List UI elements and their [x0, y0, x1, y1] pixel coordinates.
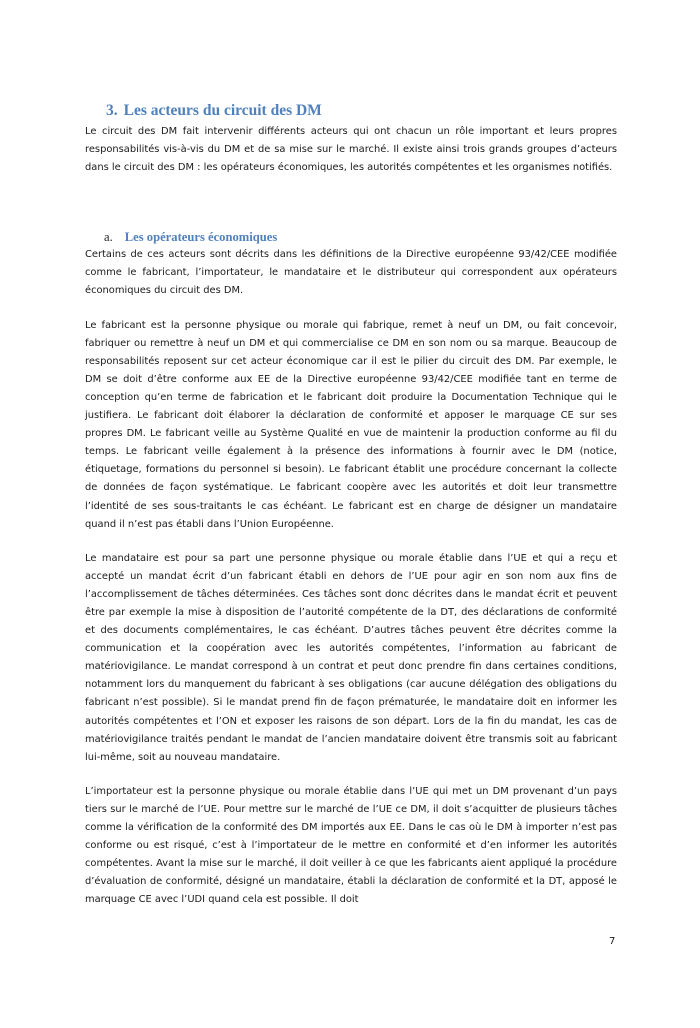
paragraph-fabricant: Le fabricant est la personne physique ou morale qui fabrique, remet à neuf un DM, ou fait concevoir, fabriquer ou remettre à neuf un DM et qui commercialise ce DM en son nom ou sa marque. Beaucoup de responsabilités reposent sur cet acteur économique car il est le pilier du circuit des DM. Par exemple, le DM se doit d’être conforme aux EE de la Directive européenne 93/42/CEE modifiée tant en terme de conception qu’en terme de fabrication et le fabricant doit produire la Documentation Technique qui le justifiera. Le fabricant doit élaborer la déclaration de conformité et apposer le marquage CE sur ses propres DM. Le fabricant veille au Système Qualité en vue de maintenir la production conforme au fil du temps. Le fabricant veille également à la présence des informations à fournir avec le DM (notice, étiquetage, formations du personnel si besoin). Le fabricant établit une procédure concernant la collecte de données de façon systématique. Le fabricant coopère avec les autorités et doit leur transmettre l’identité de ses sous-traitants le cas échéant. Le fabricant est en charge de désigner un mandataire quand il n’est pas établi dans l’Union Européenne. — [85, 319, 617, 530]
section-title: Les acteurs du circuit des DM — [123, 102, 322, 119]
paragraph-mandataire: Le mandataire est pour sa part une personne physique ou morale établie dans l’UE et qui a reçu et accepté un mandat écrit d’un fabricant établi en dehors de l’UE pour agir en son nom aux fins de l’accomplissement de tâches déterminées. Ces tâches sont donc décrites dans le mandat écrit et peuvent être par exemple la mise à disposition de l’autorité compétente de la DT, des déclarations de conformité et des documents complémentaires, le cas échéant. D’autres tâches peuvent être décrites comme la communication et la coopération avec les autorités compétentes, l’information au fabricant de matériovigilance. Le mandat correspond à un contrat et peut donc prendre fin dans certaines conditions, notamment lors du manquement du fabricant à ses obligations (car aucune délégation des obligations du fabricant n’est possible). Si le mandat prend fin de façon prématurée, le mandataire doit en informer les autorités compétentes et l’ON et exposer les raisons de son départ. Lors de la fin du mandat, les cas de matériovigilance traités pendant le mandat de l’ancien mandataire doivent être transmis soit au fabricant lui-même, soit au nouveau mandataire. — [85, 552, 617, 763]
subsection-title: Les opérateurs économiques — [124, 230, 278, 245]
subsection-number: a. — [104, 230, 113, 245]
paragraph-importateur: L’importateur est la personne physique ou morale établie dans l’UE qui met un DM provenant d’un pays tiers sur le marché de l’UE. Pour mettre sur le marché de l’UE ce DM, il doit s’acquitter de plusieurs tâches comme la vérification de la conformité des DM importés aux EE. Dans le cas où le DM à importer n’est pas conforme ou est risqué, c’est à l’importateur de le mettre en conformité et d’en informer les autorités compétentes. Avant la mise sur le marché, il doit veiller à ce que les fabricants aient appliqué la procédure d’évaluation de conformité, désigné un mandataire, établi la déclaration de conformité et la DT, apposé le marquage CE avec l’UDI quand cela est possible. Il doit — [85, 785, 617, 906]
paragraph-operateurs: Certains de ces acteurs sont décrits dans les définitions de la Directive européenne 93/42/CEE modifiée comme le fabricant, l’importateur, le mandataire et le distributeur qui correspondent aux opérateurs économiques du circuit des DM. — [85, 249, 617, 297]
section-number: 3. — [106, 102, 118, 119]
page-content — [85, 101, 617, 909]
section-intro-paragraph: Le circuit des DM fait intervenir différents acteurs qui ont chacun un rôle important et leurs propres responsabilités vis-à-vis du DM et de sa mise sur le marché. Il existe ainsi trois grands groupes d’acteurs dans le circuit des DM : les opérateurs économiques, les autorités compétentes et les organismes notifiés. — [85, 126, 617, 174]
page-number: 7 — [609, 936, 616, 947]
section-heading — [106, 101, 617, 121]
subsection-heading — [104, 229, 617, 245]
